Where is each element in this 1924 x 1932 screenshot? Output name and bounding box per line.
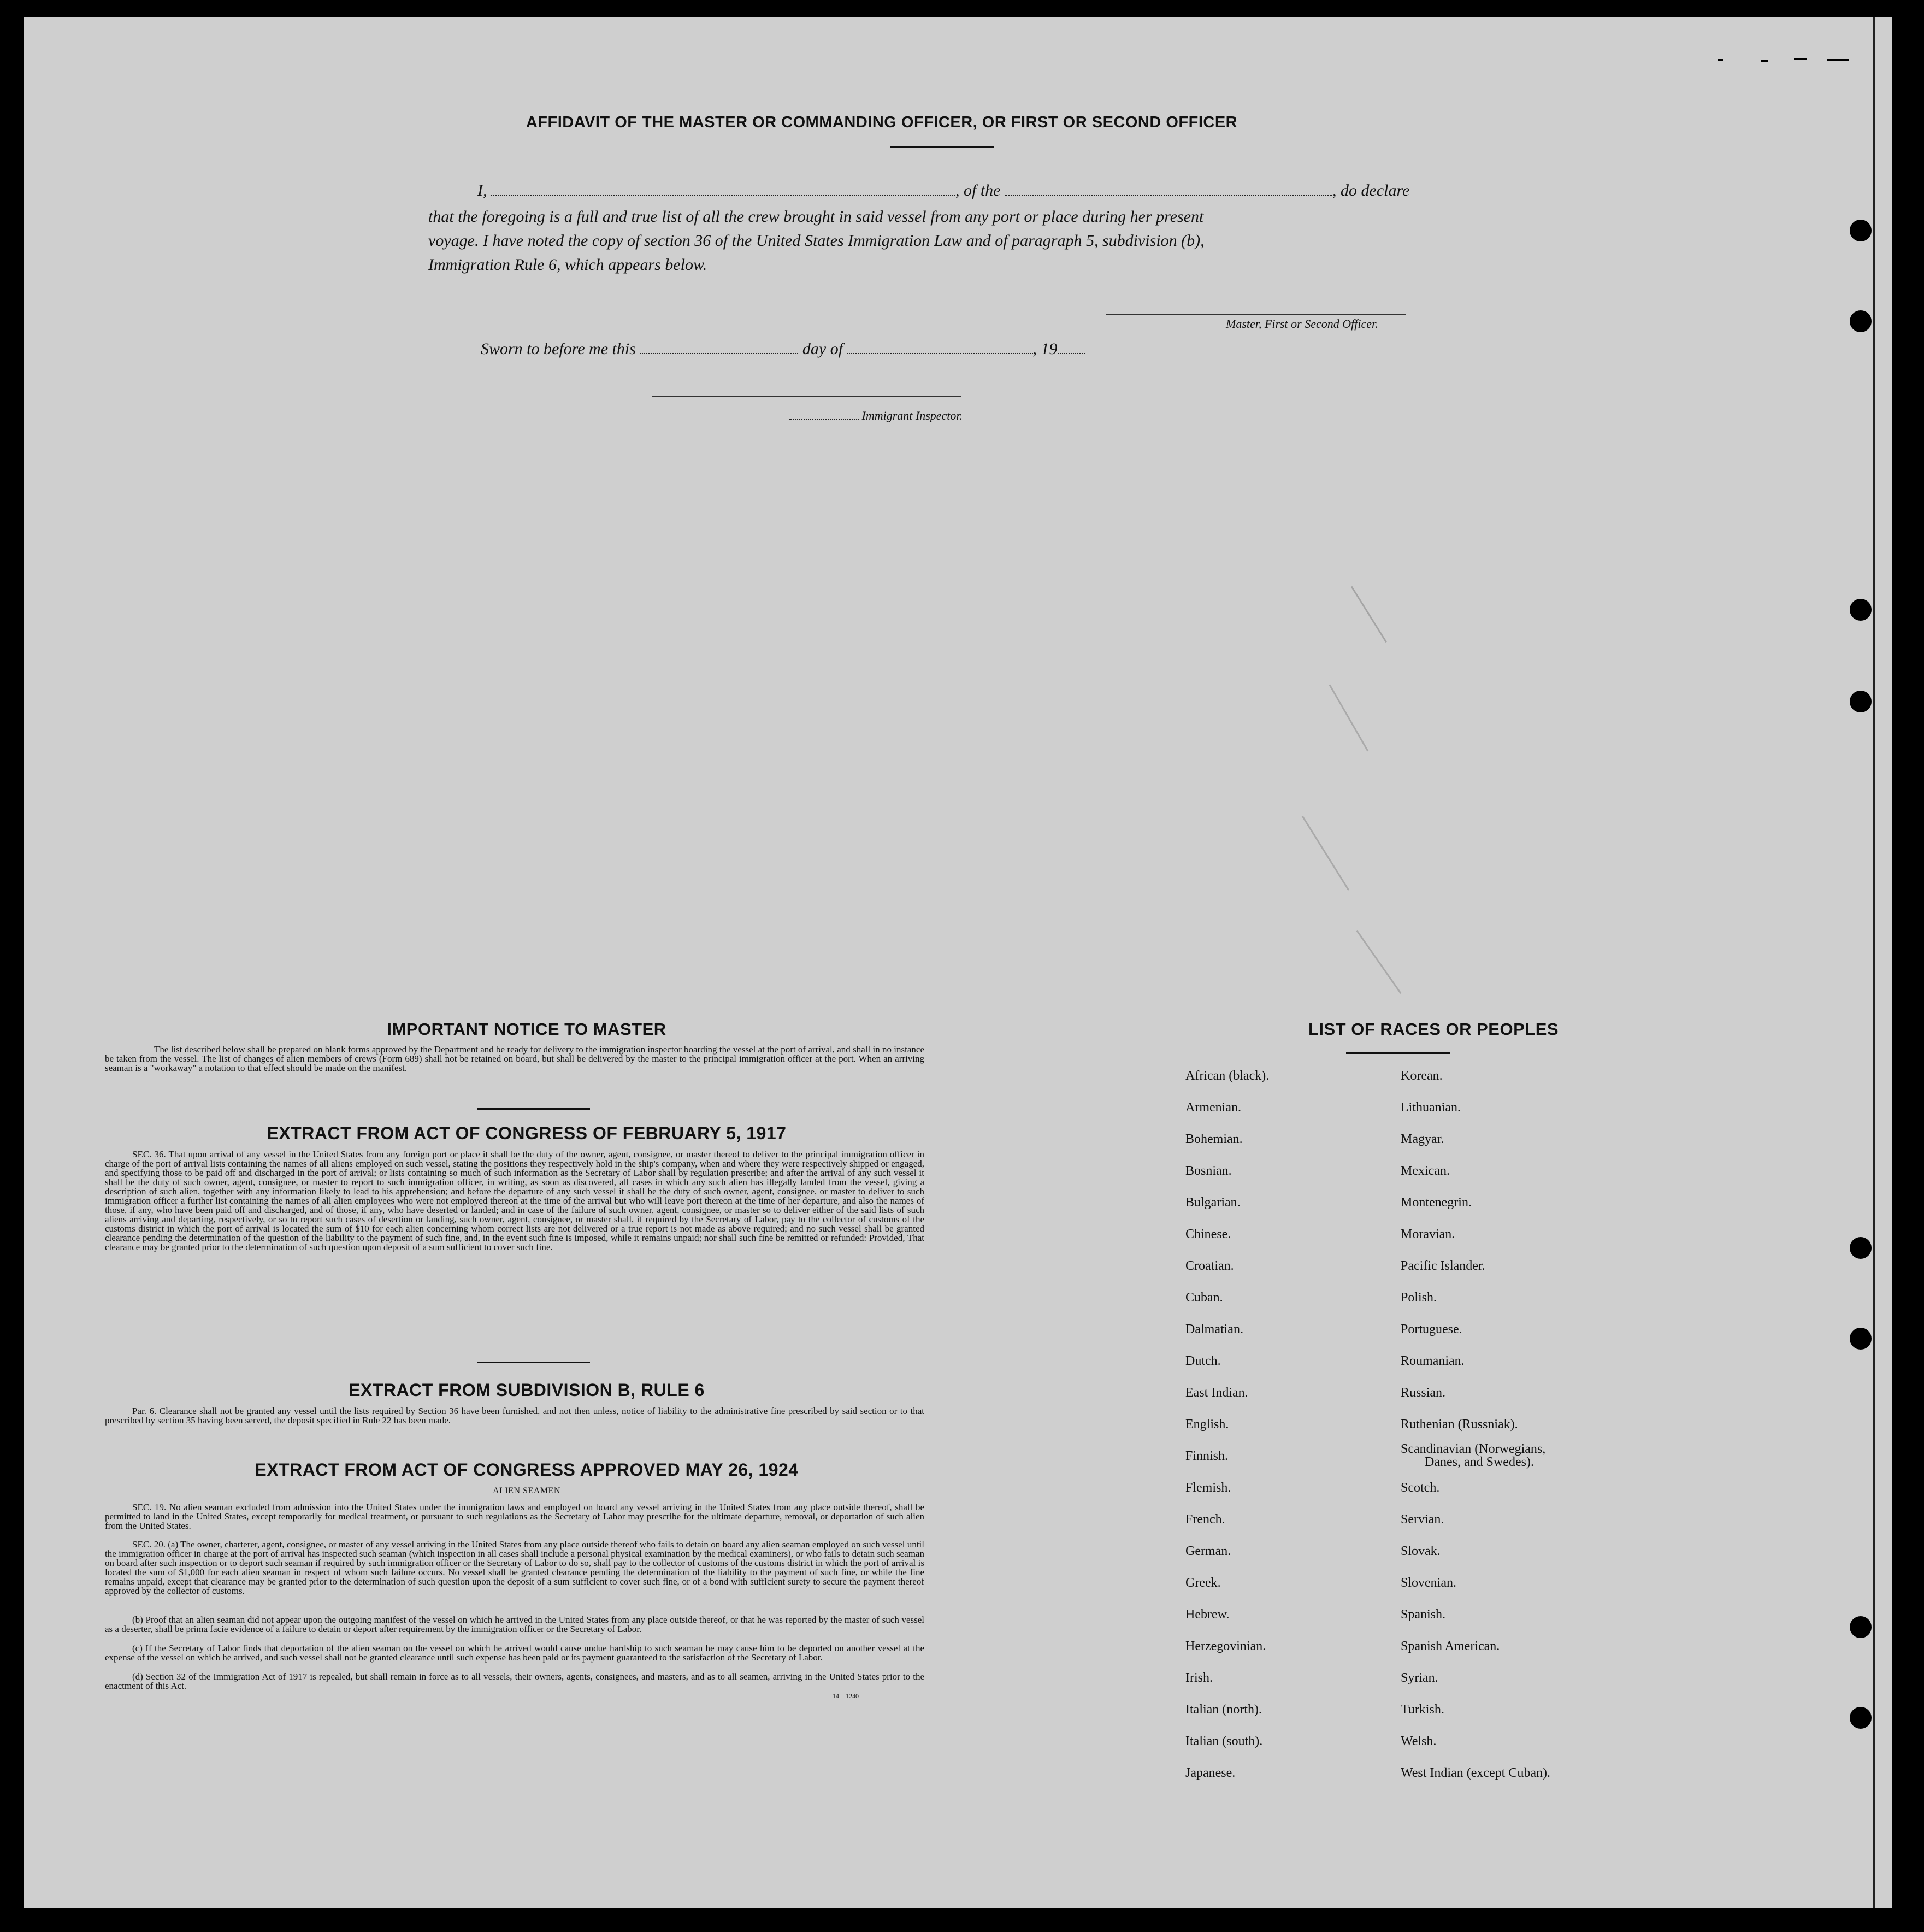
race-item: African (black). — [1185, 1069, 1270, 1083]
race-item: Spanish American. — [1401, 1639, 1500, 1653]
race-item: Chinese. — [1185, 1227, 1231, 1241]
inspector-line — [789, 409, 963, 423]
affidavit-title-rule — [890, 146, 994, 148]
race-item: Slovak. — [1401, 1544, 1441, 1558]
race-item: Flemish. — [1185, 1481, 1231, 1495]
race-item: West Indian (except Cuban). — [1401, 1766, 1550, 1780]
year-label: , 19 — [1032, 340, 1058, 358]
race-item: East Indian. — [1185, 1386, 1248, 1400]
page-edge-line — [1873, 17, 1875, 1908]
bleed-through-mark — [1302, 816, 1349, 891]
punch-hole — [1850, 310, 1872, 332]
race-item: Cuban. — [1185, 1291, 1223, 1305]
race-item: Spanish. — [1401, 1607, 1446, 1622]
race-item: Armenian. — [1185, 1100, 1241, 1115]
extract-1924-sec19: SEC. 19. No alien seaman excluded from admission into the United States under the immigration laws and employed on board any vessel arriving in the United States from any place outside thereof, shall be permitted to land in the United States, except temporarily for medical treatment, or pursuant to such regulations as the Secretary of Labor may prescribe for the ultimate departure, removal, or deportation of such alien from the United States. — [105, 1502, 924, 1531]
race-item: Finnish. — [1185, 1449, 1229, 1463]
race-item: Croatian. — [1185, 1259, 1234, 1273]
race-item: Scandinavian (Norwegians, Danes, and Swedes). — [1401, 1442, 1546, 1469]
extract-rule6-title: EXTRACT FROM SUBDIVISION B, RULE 6 — [349, 1380, 705, 1400]
corner-mark — [1827, 59, 1849, 61]
race-item: Pacific Islander. — [1401, 1259, 1485, 1273]
race-item: Ruthenian (Russniak). — [1401, 1417, 1518, 1432]
do-declare-label: , do declare — [1332, 181, 1410, 199]
inspector-caption: Immigrant Inspector. — [861, 409, 963, 422]
extract-1924-sec20a: SEC. 20. (a) The owner, charterer, agent, consignee, or master of any vessel arriving in the United States from any place outside thereof who fails to detain on board any alien seaman employed on such vessel until the immigration officer in charge at the port of arrival has inspected such seaman (which inspection in all cases shall include a personal physical examination by the medical examiners), or who fails to detain such seaman on board after such inspection or to deport such seaman if required by such immigration officer or the Secretary of Labor to do so, shall pay to the collector of customs of the customs district in which the port of arrival is located the sum of $1,000 for each alien seaman in respect of whom such failure occurs. No vessel shall be granted clearance pending the determination of the liability to the payment of such fine, or while the fine remains unpaid, except that clearance may be granted prior to the determination of such question upon the deposit of a sum sufficient to cover such fine, or of a bond with sufficient surety to secure the payment thereof approved by the collector of customs. — [105, 1539, 924, 1596]
extract-1924-sec20b: (b) Proof that an alien seaman did not appear upon the outgoing manifest of the vessel on which he arrived in the United States from any place outside thereof, or that he was reported by the master of such vessel as a deserter, shall be prima facie evidence of a failure to detain or deport after requirement by the immigration officer or the Secretary of Labor. — [105, 1615, 924, 1634]
master-signature-line[interactable] — [1106, 314, 1406, 315]
race-item: Russian. — [1401, 1386, 1446, 1400]
race-item: French. — [1185, 1512, 1225, 1527]
notice-title: IMPORTANT NOTICE TO MASTER — [387, 1020, 666, 1039]
race-item: Mexican. — [1401, 1164, 1450, 1178]
notice-rule — [477, 1108, 590, 1110]
inspector-signature-line[interactable] — [652, 396, 961, 397]
sworn-year-field[interactable] — [1058, 342, 1085, 354]
sworn-month-field[interactable] — [847, 342, 1033, 354]
affidavit-line-2: that the foregoing is a full and true list of all the crew brought in said vessel from any port or place during her present — [428, 208, 1204, 226]
races-title: LIST OF RACES OR PEOPLES — [1308, 1020, 1559, 1039]
corner-mark — [1718, 59, 1723, 61]
race-item: Japanese. — [1185, 1766, 1236, 1780]
sworn-prefix-label: Sworn to before me this — [481, 340, 636, 358]
race-item: Slovenian. — [1401, 1576, 1456, 1590]
vessel-name-field[interactable] — [1005, 184, 1332, 196]
race-item: Bohemian. — [1185, 1132, 1243, 1146]
extract-1917-rule — [477, 1362, 590, 1363]
punch-hole — [1850, 1328, 1872, 1350]
punch-hole — [1850, 1237, 1872, 1259]
affidavit-line-1 — [477, 181, 1409, 200]
affidavit-line-3: voyage. I have noted the copy of section 36 of the United States Immigration Law and of paragraph 5, subdivision (b), — [428, 232, 1205, 250]
punch-hole — [1850, 691, 1872, 712]
extract-1917-title: EXTRACT FROM ACT OF CONGRESS OF FEBRUARY 5, 1917 — [267, 1123, 787, 1143]
extract-1924-sec20c: (c) If the Secretary of Labor finds that deportation of the alien seaman on the vessel on which he arrived would cause undue hardship to such seaman he may cause him to be deported on another vessel at the expense of the vessel on which he arrived, and such vessel shall not be granted clearance until such expense has been paid or its payment guaranteed to the satisfaction of the Secretary of Labor. — [105, 1643, 924, 1663]
officer-name-field[interactable] — [491, 184, 955, 196]
inspector-field[interactable] — [789, 411, 859, 420]
bleed-through-mark — [1329, 685, 1369, 752]
day-of-label: day of — [802, 340, 843, 358]
race-item: Bulgarian. — [1185, 1195, 1241, 1210]
punch-hole — [1850, 599, 1872, 621]
races-title-rule — [1346, 1052, 1450, 1054]
race-item: Servian. — [1401, 1512, 1444, 1527]
race-item: Dalmatian. — [1185, 1322, 1243, 1336]
race-item: Polish. — [1401, 1291, 1437, 1305]
race-item: Portuguese. — [1401, 1322, 1462, 1336]
race-item: Bosnian. — [1185, 1164, 1232, 1178]
extract-1924-subtitle: ALIEN SEAMEN — [493, 1486, 560, 1495]
race-item: Irish. — [1185, 1671, 1213, 1685]
sworn-line — [481, 340, 1085, 358]
race-item: Montenegrin. — [1401, 1195, 1472, 1210]
race-item: Roumanian. — [1401, 1354, 1465, 1368]
punch-hole — [1850, 1616, 1872, 1638]
race-item: Welsh. — [1401, 1734, 1437, 1748]
race-item: Moravian. — [1401, 1227, 1455, 1241]
extract-1917-body: SEC. 36. That upon arrival of any vessel in the United States from any foreign port or place it shall be the duty of the owner, agent, consignee, or master thereof to deliver to the principal immigration officer in charge of the port of arrival lists containing the names of all aliens employed on such vessel, stating the positions they respectively hold in the ship's company, when and where they were respectively shipped or engaged, and specifying those to be paid off and discharged in the port of arrival; or lists containing so much of such information as the Secretary of Labor shall by regulation prescribe; and after the arrival of any such vessel it shall be the duty of such owner, agent, consignee, or master to report to such immigration officer, in writing, as soon as discovered, all cases in which any such alien has illegally landed from the vessel, giving a description of such alien, together with any information likely to lead to his apprehension; and before the departure of any such vessel it shall be the duty of such owner, agent, consignee, or master to deliver to such immigration officer a further list containing the names of all alien employees who were not employed thereon at the time of the arrival but who will leave port thereon at the time of her departure, and also the names of those, if any, who have been paid off and discharged, and of those, if any, who have deserted or landed; and in case of the failure of such owner, agent, consignee, or master so to deliver either of the said lists of such aliens arriving and departing, respectively, or so to report such cases of desertion or landing, such owner, agent, consignee, or master shall, if required by the Secretary of Labor, pay to the collector of customs of the customs district in which the port of arrival is located the sum of $10 for each alien concerning whom correct lists are not delivered or a true report is not made as above required; and no such vessel shall be granted clearance pending the determination of the question of the liability to the payment of such fine, and, in the event such fine is imposed, while it remains unpaid; nor shall such fine be remitted or refunded: Provided, That clearance may be granted prior to the determination of such question upon deposit of a sum sufficient to cover such fine. — [105, 1149, 924, 1252]
race-item: Turkish. — [1401, 1703, 1444, 1717]
race-item: Greek. — [1185, 1576, 1221, 1590]
race-item: Lithuanian. — [1401, 1100, 1461, 1115]
race-item: Magyar. — [1401, 1132, 1444, 1146]
extract-1924-sec20d: (d) Section 32 of the Immigration Act of 1917 is repealed, but shall remain in force as to all vessels, their owners, agents, consignees, and masters, and as to all seamen, arriving in the United States prior to the enactment of this Act. — [105, 1671, 924, 1691]
corner-mark — [1761, 60, 1768, 62]
race-item: English. — [1185, 1417, 1229, 1432]
race-item: Italian (north). — [1185, 1703, 1262, 1717]
race-item: Syrian. — [1401, 1671, 1438, 1685]
affidavit-i-label: I, — [477, 181, 487, 199]
race-item: Korean. — [1401, 1069, 1443, 1083]
race-item: Hebrew. — [1185, 1607, 1230, 1622]
race-item: Italian (south). — [1185, 1734, 1263, 1748]
of-the-label: , of the — [955, 181, 1001, 199]
notice-body: The list described below shall be prepared on blank forms approved by the Department and be ready for delivery to the immigration inspector boarding the vessel at the port of arrival, and shall in no instance be taken from the vessel. The list of changes of alien members of crews (Form 689) shall not be retained on board, but shall be delivered by the master to the principal immigration officer at the port. When an arriving seaman is a "workaway" a notation to that effect should be made on the manifest. — [105, 1044, 924, 1073]
affidavit-line-4: Immigration Rule 6, which appears below. — [428, 256, 707, 274]
sworn-day-field[interactable] — [640, 342, 798, 354]
punch-hole — [1850, 220, 1872, 241]
race-item: German. — [1185, 1544, 1231, 1558]
punch-hole — [1850, 1707, 1872, 1729]
master-signature-caption: Master, First or Second Officer. — [1226, 317, 1378, 331]
document-sheet — [24, 17, 1892, 1908]
extract-1924-title: EXTRACT FROM ACT OF CONGRESS APPROVED MAY 26, 1924 — [255, 1460, 799, 1480]
form-number: 14—1240 — [833, 1692, 859, 1700]
extract-rule6-body: Par. 6. Clearance shall not be granted any vessel until the lists required by Section 36 have been furnished, and not then unless, notice of liability to the administrative fine prescribed by said section or to that prescribed by section 35 having been served, the deposit specified in Rule 22 has been made. — [105, 1406, 924, 1426]
corner-mark — [1794, 58, 1807, 60]
affidavit-title: AFFIDAVIT OF THE MASTER OR COMMANDING OFFICER, OR FIRST OR SECOND OFFICER — [526, 114, 1238, 131]
race-item: Herzegovinian. — [1185, 1639, 1266, 1653]
race-item: Dutch. — [1185, 1354, 1221, 1368]
race-item: Scotch. — [1401, 1481, 1440, 1495]
bleed-through-mark — [1356, 930, 1402, 994]
bleed-through-mark — [1351, 586, 1387, 643]
